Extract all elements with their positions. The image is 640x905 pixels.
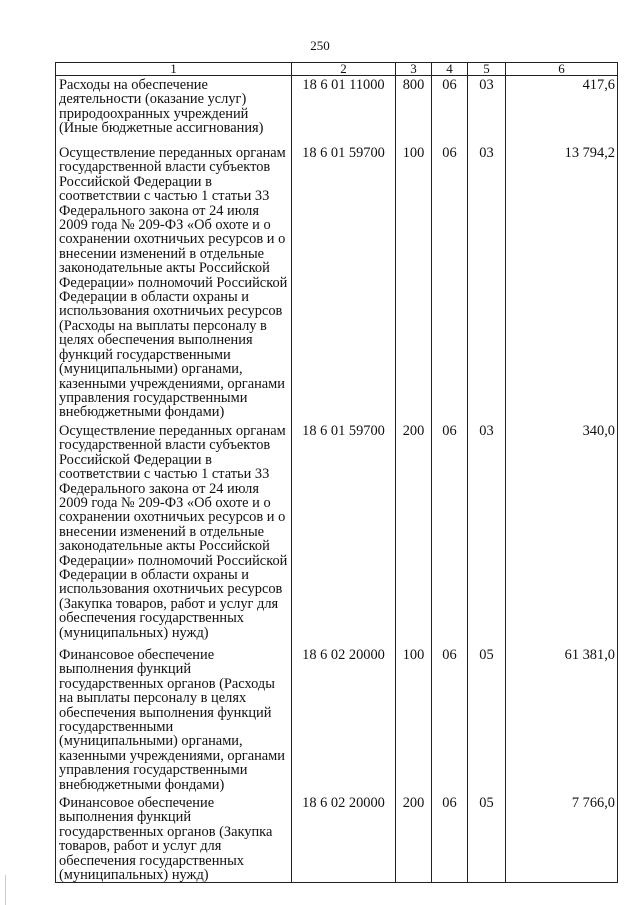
column-header: 1 (56, 63, 292, 76)
row-amount: 417,6 (506, 76, 618, 145)
column-header: 6 (506, 63, 618, 76)
table-row (56, 646, 618, 794)
row-section: 06 (432, 76, 468, 145)
row-subsection: 05 (468, 794, 506, 883)
row-expense-type: 800 (396, 76, 432, 145)
row-code: 18 6 02 20000 (292, 646, 396, 794)
page-number: 250 (310, 38, 330, 53)
row-code: 18 6 02 20000 (292, 794, 396, 883)
row-code: 18 6 01 59700 (292, 422, 396, 646)
row-expense-type: 100 (396, 646, 432, 794)
row-description: Расходы на обеспечение деятельности (оказание услуг) природоохранных учреждений (Иные бюджетные ассигнования) (56, 76, 292, 145)
table-row (56, 422, 618, 646)
scan-edge-line (5, 875, 6, 905)
row-section: 06 (432, 646, 468, 794)
row-amount: 7 766,0 (506, 794, 618, 883)
row-amount: 340,0 (506, 422, 618, 646)
table-row (56, 144, 618, 422)
row-code: 18 6 01 11000 (292, 76, 396, 145)
row-subsection: 03 (468, 144, 506, 422)
row-amount: 13 794,2 (506, 144, 618, 422)
budget-table (55, 62, 618, 883)
row-subsection: 03 (468, 76, 506, 145)
row-expense-type: 200 (396, 422, 432, 646)
row-subsection: 05 (468, 646, 506, 794)
column-header: 4 (432, 63, 468, 76)
column-header: 3 (396, 63, 432, 76)
column-header: 5 (468, 63, 506, 76)
row-expense-type: 100 (396, 144, 432, 422)
row-expense-type: 200 (396, 794, 432, 883)
table-row (56, 794, 618, 883)
row-section: 06 (432, 144, 468, 422)
row-description: Финансовое обеспечение выполнения функций государственных органов (Расходы на выплаты персоналу в целях обеспечения выполнения функций государственными (муниципальными) органами, казенными учреждениями, органами управления государственными внебюджетными фондами) (56, 646, 292, 794)
row-section: 06 (432, 794, 468, 883)
column-header: 2 (292, 63, 396, 76)
row-code: 18 6 01 59700 (292, 144, 396, 422)
row-description: Финансовое обеспечение выполнения функций государственных органов (Закупка товаров, работ и услуг для обеспечения государственных (муниципальных) нужд) (56, 794, 292, 883)
header-row (56, 63, 618, 76)
row-section: 06 (432, 422, 468, 646)
row-description: Осуществление переданных органам государственной власти субъектов Российской Федерации в соответствии с частью 1 статьи 33 Федерального закона от 24 июля 2009 года № 209-ФЗ «Об охоте и о сохранении охотничьих ресурсов и о внесении изменений в отдельные законодательные акты Российской Федерации» полномочий Российской Федерации в области охраны и использования охотничьих ресурсов (Расходы на выплаты персоналу в целях обеспечения выполнения функций государственными (муниципальными) органами, казенными учреждениями, органами управления государственными внебюджетными фондами) (56, 144, 292, 422)
row-amount: 61 381,0 (506, 646, 618, 794)
row-subsection: 03 (468, 422, 506, 646)
row-description: Осуществление переданных органам государственной власти субъектов Российской Федерации в соответствии с частью 1 статьи 33 Федерального закона от 24 июля 2009 года № 209-ФЗ «Об охоте и о сохранении охотничьих ресурсов и о внесении изменений в отдельные законодательные акты Российской Федерации» полномочий Российской Федерации в области охраны и использования охотничьих ресурсов (Закупка товаров, работ и услуг для обеспечения государственных (муниципальных) нужд) (56, 422, 292, 646)
table-row (56, 76, 618, 145)
